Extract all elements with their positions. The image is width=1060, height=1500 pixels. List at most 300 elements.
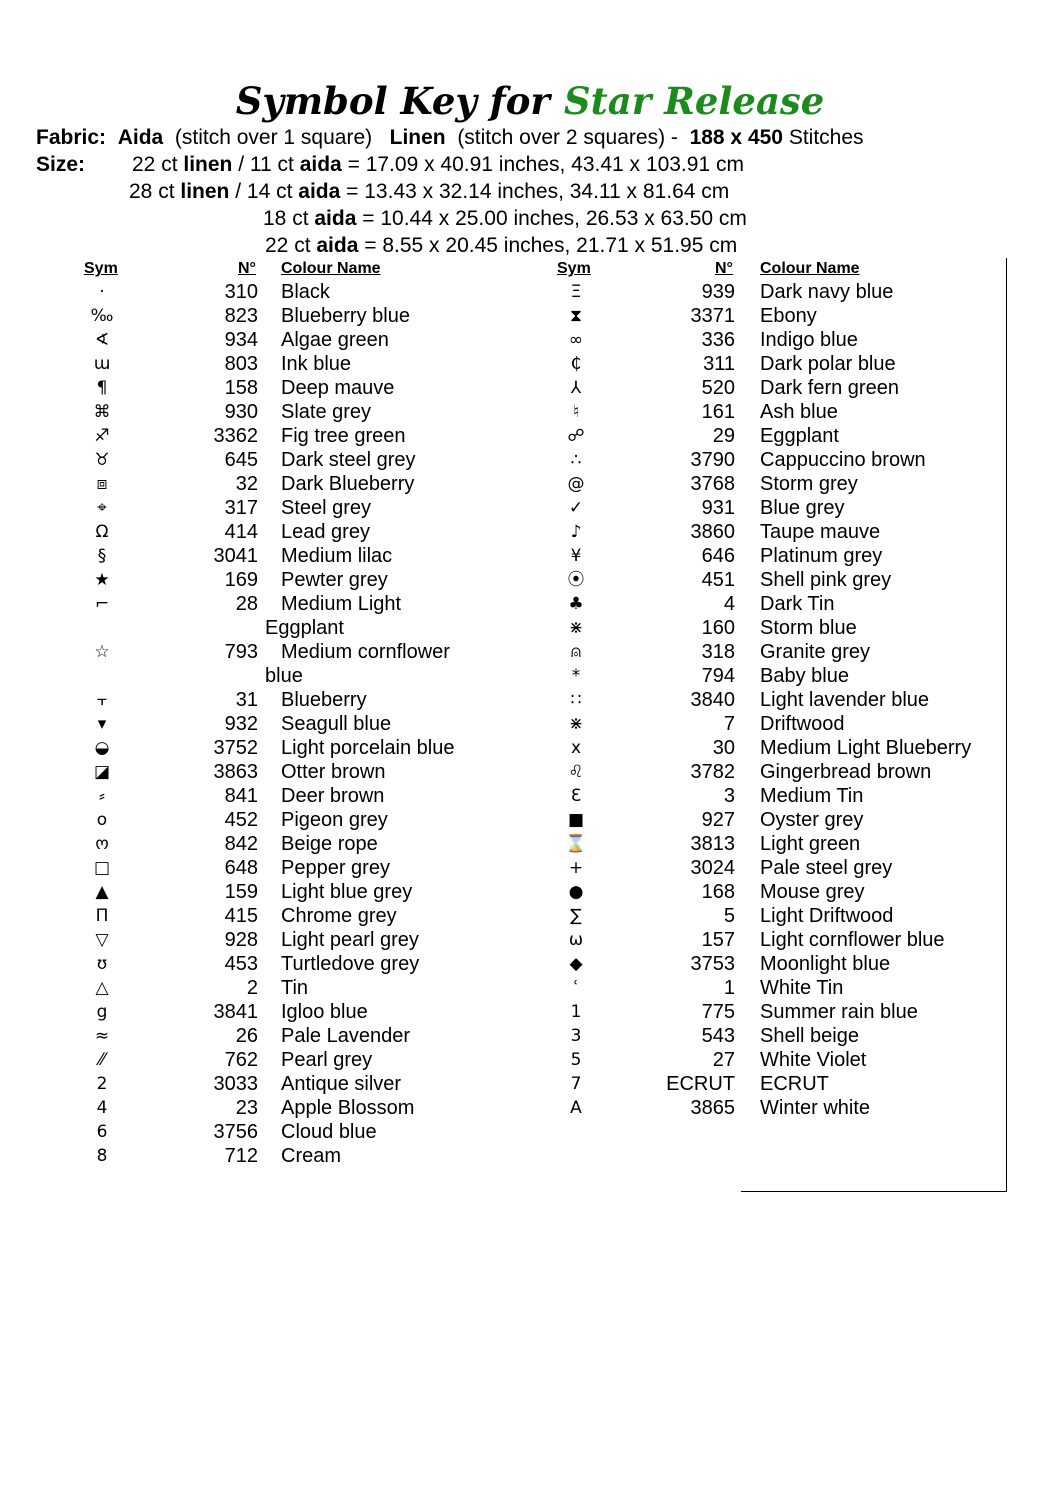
symbol-glyph-icon: ♉ — [94, 450, 110, 470]
floss-number: 158 — [224, 377, 258, 399]
size-fabric-linen: linen — [183, 153, 233, 176]
floss-number: 841 — [224, 785, 258, 807]
symbol-glyph-icon: ∑ — [570, 906, 582, 926]
symbol-glyph-icon: ☆ — [94, 642, 110, 662]
colour-name — [281, 688, 367, 712]
floss-number: 3840 — [690, 689, 735, 711]
size-fabric-aida: aida — [299, 153, 342, 176]
table-right-border — [1006, 258, 1007, 1192]
fabric-linen: Linen — [389, 126, 446, 149]
colour-name — [760, 304, 817, 328]
colour-name-text: Pearl grey — [281, 1049, 373, 1071]
colour-name-text: Light green — [760, 833, 861, 855]
floss-number: 169 — [224, 569, 258, 591]
colour-name-text: Eggplant — [760, 425, 839, 447]
size-line-1 — [36, 151, 85, 178]
colour-name — [760, 592, 834, 616]
colour-name — [760, 328, 858, 352]
floss-number: 3752 — [213, 737, 258, 759]
colour-name-text: Storm grey — [760, 473, 858, 495]
floss-number: 3753 — [690, 953, 735, 975]
symbol-glyph-icon: 5 — [570, 1050, 582, 1070]
colour-name-text: Pepper grey — [281, 857, 390, 879]
colour-name-text: Medium lilac — [281, 545, 393, 567]
floss-number: 645 — [224, 449, 258, 471]
fabric-line — [36, 124, 864, 151]
colour-name-text: Blueberry — [281, 689, 367, 711]
floss-number: ECRUT — [666, 1073, 735, 1095]
size-fabric-aida: aida — [298, 180, 341, 203]
colour-name-text: Ink blue — [281, 353, 352, 375]
colour-name-text: Summer rain blue — [760, 1001, 918, 1023]
colour-name-text: Baby blue — [760, 665, 849, 687]
floss-number: 793 — [224, 641, 258, 663]
colour-name-text: Light blue grey — [281, 881, 413, 903]
colour-name — [760, 928, 945, 952]
table-bottom-border — [741, 1191, 1007, 1192]
colour-name — [281, 976, 308, 1000]
colour-name-text: Turtledove grey — [281, 953, 420, 975]
colour-name-text: Blueberry blue — [281, 305, 410, 327]
floss-number: 311 — [703, 353, 735, 375]
colour-name — [760, 520, 880, 544]
fabric-aida-note: (stitch over 1 square) — [174, 126, 373, 149]
floss-number: 931 — [701, 497, 735, 519]
symbol-glyph-icon: Π — [95, 906, 109, 926]
size-count: / 11 ct — [238, 153, 294, 176]
left-sym-header: Sym — [84, 260, 118, 277]
floss-number: 928 — [224, 929, 258, 951]
floss-number: 336 — [701, 329, 735, 351]
floss-number: 823 — [224, 305, 258, 327]
symbol-glyph-icon: + — [568, 858, 584, 878]
page-title — [0, 74, 1060, 128]
symbol-glyph-icon: ⋇ — [568, 714, 584, 734]
symbol-glyph-icon: * — [571, 666, 581, 686]
floss-number: 3041 — [213, 545, 258, 567]
symbol-glyph-icon: ⁄⁄ — [99, 1050, 105, 1070]
colour-name-text: Pale steel grey — [760, 857, 893, 879]
symbol-glyph-icon: ⸗ — [99, 786, 105, 806]
colour-name — [760, 664, 849, 688]
colour-name — [281, 784, 384, 808]
colour-name — [760, 760, 931, 784]
colour-name — [760, 1000, 918, 1024]
floss-number: 3768 — [690, 473, 735, 495]
floss-number: 27 — [712, 1049, 735, 1071]
colour-name-text: Light Driftwood — [760, 905, 894, 927]
floss-number: 4 — [723, 593, 735, 615]
colour-name — [281, 448, 416, 472]
right-sym-header: Sym — [557, 260, 591, 277]
colour-name-text: Algae green — [281, 329, 389, 351]
colour-name — [281, 352, 351, 376]
symbol-glyph-icon: ო — [95, 834, 109, 854]
floss-number: 28 — [235, 593, 258, 615]
colour-name-text: Dark polar blue — [760, 353, 896, 375]
colour-name-text: Cappuccino brown — [760, 449, 926, 471]
colour-name — [281, 928, 419, 952]
colour-name — [281, 1072, 401, 1096]
size-line-1-text — [132, 151, 744, 178]
colour-name-text: Taupe mauve — [760, 521, 881, 543]
colour-name — [760, 280, 893, 304]
colour-name — [760, 1024, 859, 1048]
floss-number: 168 — [701, 881, 735, 903]
symbol-glyph-icon: ▾ — [97, 714, 107, 734]
size-count: 18 ct — [263, 207, 309, 230]
size-count: 28 ct — [129, 180, 175, 203]
symbol-glyph-icon: ⦿ — [567, 570, 585, 590]
symbol-glyph-icon: ☍ — [567, 426, 585, 446]
colour-name-text: Ash blue — [760, 401, 838, 423]
colour-name-continued: blue — [265, 665, 303, 687]
colour-name — [760, 616, 857, 640]
colour-name — [281, 856, 390, 880]
colour-name-text: ECRUT — [760, 1073, 829, 1095]
colour-name — [281, 1096, 414, 1120]
symbol-glyph-icon: ʿ — [573, 978, 579, 998]
colour-name — [281, 376, 394, 400]
floss-number: 927 — [701, 809, 735, 831]
colour-name — [760, 1096, 870, 1120]
symbol-glyph-icon: ⧗ — [570, 306, 582, 326]
colour-name — [281, 880, 412, 904]
floss-number: 775 — [701, 1001, 735, 1023]
floss-number: 3362 — [213, 425, 258, 447]
colour-name — [281, 736, 454, 760]
floss-number: 32 — [235, 473, 258, 495]
symbol-glyph-icon: ● — [568, 882, 584, 902]
colour-name-text: Tin — [281, 977, 309, 999]
symbol-glyph-icon: ∢ — [94, 330, 110, 350]
colour-name-text: Beige rope — [281, 833, 378, 855]
colour-name-text: Dark Blueberry — [281, 473, 415, 495]
symbol-glyph-icon: 1 — [570, 1002, 582, 1022]
colour-name-text: Steel grey — [281, 497, 372, 519]
floss-number: 932 — [224, 713, 258, 735]
colour-name-text: Platinum grey — [760, 545, 883, 567]
stitch-count-unit: Stitches — [788, 126, 864, 149]
left-num-header: N° — [238, 260, 256, 277]
symbol-glyph-icon: 2 — [96, 1074, 108, 1094]
symbol-glyph-icon: ʊ — [96, 954, 108, 974]
right-name-header: Colour Name — [760, 260, 860, 277]
symbol-glyph-icon: o — [96, 810, 108, 830]
symbol-glyph-icon: ⅄ — [570, 378, 582, 398]
colour-name-text: Mouse grey — [760, 881, 865, 903]
floss-number: 520 — [701, 377, 735, 399]
colour-name-text: Lead grey — [281, 521, 370, 543]
symbol-glyph-icon: x — [570, 738, 582, 758]
symbol-glyph-icon: ⫟ — [96, 690, 108, 710]
colour-name-text: Antique silver — [281, 1073, 402, 1095]
floss-number: 3860 — [690, 521, 735, 543]
floss-number: 7 — [723, 713, 735, 735]
size-count: / 14 ct — [235, 180, 293, 203]
colour-name-text: Slate grey — [281, 401, 372, 423]
colour-name-text: Ebony — [760, 305, 817, 327]
symbol-glyph-icon: @ — [567, 474, 585, 494]
symbol-glyph-icon: ♪ — [570, 522, 582, 542]
size-dimensions: = 10.44 x 25.00 inches, 26.53 x 63.50 cm — [362, 207, 747, 230]
colour-name-text: Gingerbread brown — [760, 761, 932, 783]
colour-name-text: Otter brown — [281, 761, 386, 783]
symbol-glyph-icon: ∴ — [570, 450, 582, 470]
symbol-glyph-icon: ▽ — [95, 930, 109, 950]
colour-name — [760, 568, 891, 592]
colour-name — [760, 1048, 866, 1072]
floss-number: 452 — [224, 809, 258, 831]
floss-number: 3033 — [213, 1073, 258, 1095]
floss-number: 3756 — [213, 1121, 258, 1143]
colour-name — [760, 784, 863, 808]
colour-name-text: Dark fern green — [760, 377, 899, 399]
size-fabric-linen: linen — [180, 180, 230, 203]
colour-name — [281, 832, 378, 856]
floss-number: 161 — [701, 401, 735, 423]
colour-name-text: Black — [281, 281, 330, 303]
right-num-header: N° — [715, 260, 733, 277]
floss-number: 30 — [712, 737, 735, 759]
colour-name — [760, 496, 845, 520]
size-dimensions: = 8.55 x 20.45 inches, 21.71 x 51.95 cm — [364, 234, 738, 257]
colour-name-text: Granite grey — [760, 641, 871, 663]
colour-name — [760, 352, 896, 376]
colour-name — [281, 760, 385, 784]
symbol-glyph-icon: § — [97, 546, 107, 566]
colour-name-text: Dark Tin — [760, 593, 835, 615]
colour-name — [760, 400, 838, 424]
symbol-glyph-icon: 3 — [570, 1026, 582, 1046]
colour-name-text: Deep mauve — [281, 377, 395, 399]
size-count: 22 ct — [265, 234, 311, 257]
floss-number: 3865 — [690, 1097, 735, 1119]
symbol-glyph-icon: ♮ — [572, 402, 580, 422]
floss-number: 3024 — [690, 857, 735, 879]
title-prefix: Symbol Key for — [235, 79, 550, 123]
symbol-glyph-icon: ▲ — [95, 882, 109, 902]
colour-name — [760, 640, 870, 664]
colour-name — [265, 592, 481, 640]
floss-number: 543 — [701, 1025, 735, 1047]
symbol-glyph-icon: A — [570, 1098, 582, 1118]
colour-name — [281, 400, 371, 424]
fabric-linen-note: (stitch over 2 squares) - — [457, 126, 678, 149]
colour-name — [760, 376, 899, 400]
symbol-glyph-icon: ♣ — [568, 594, 584, 614]
floss-number: 310 — [224, 281, 258, 303]
symbol-glyph-icon: △ — [95, 978, 109, 998]
colour-name-text: Medium cornflower — [281, 641, 450, 663]
colour-name — [760, 544, 882, 568]
floss-number: 3863 — [213, 761, 258, 783]
colour-name-text: Moonlight blue — [760, 953, 891, 975]
symbol-glyph-icon: ★ — [94, 570, 110, 590]
symbol-glyph-icon: ‰ — [90, 306, 114, 326]
colour-name-text: Winter white — [760, 1097, 871, 1119]
colour-name — [760, 904, 893, 928]
colour-name — [760, 1072, 829, 1096]
floss-number: 646 — [701, 545, 735, 567]
colour-name-text: Shell beige — [760, 1025, 859, 1047]
colour-name-text: Storm blue — [760, 617, 857, 639]
colour-name — [281, 1120, 377, 1144]
floss-number: 157 — [701, 929, 735, 951]
size-line-4 — [265, 232, 737, 259]
colour-name — [281, 496, 371, 520]
symbol-glyph-icon: ⍝ — [570, 642, 582, 662]
colour-name — [281, 952, 419, 976]
symbol-glyph-icon: g — [96, 1002, 108, 1022]
floss-number: 5 — [723, 905, 735, 927]
floss-number: 317 — [224, 497, 258, 519]
symbol-glyph-icon: ⌐ — [94, 594, 110, 614]
colour-name-continued: Eggplant — [265, 617, 344, 639]
symbol-glyph-icon: · — [99, 282, 105, 302]
fabric-label: Fabric: — [36, 126, 107, 149]
floss-number: 453 — [224, 953, 258, 975]
colour-name-text: Light pearl grey — [281, 929, 419, 951]
symbol-glyph-icon: ⋇ — [568, 618, 584, 638]
colour-name — [281, 280, 330, 304]
floss-number: 415 — [224, 905, 258, 927]
colour-name-text: Cream — [281, 1145, 342, 1167]
colour-name — [281, 328, 389, 352]
colour-name-text: Medium Light — [281, 593, 402, 615]
symbol-glyph-icon: ¥ — [570, 546, 582, 566]
symbol-glyph-icon: 4 — [96, 1098, 108, 1118]
colour-name — [281, 808, 388, 832]
symbol-glyph-icon: Ξ — [570, 282, 582, 302]
colour-name-text: Chrome grey — [281, 905, 397, 927]
symbol-glyph-icon: Ɛ — [570, 786, 582, 806]
symbol-glyph-icon: ◪ — [93, 762, 111, 782]
symbol-glyph-icon: 8 — [96, 1146, 108, 1166]
symbol-glyph-icon: ◆ — [569, 954, 583, 974]
size-fabric-aida: aida — [314, 207, 357, 230]
symbol-glyph-icon: ¶ — [96, 378, 108, 398]
symbol-glyph-icon: ♐ — [94, 426, 110, 446]
floss-number: 934 — [224, 329, 258, 351]
symbol-glyph-icon: ∷ — [570, 690, 582, 710]
floss-number: 318 — [701, 641, 735, 663]
floss-number: 762 — [224, 1049, 258, 1071]
colour-name — [760, 736, 971, 760]
colour-name — [760, 712, 844, 736]
colour-name-text: Pigeon grey — [281, 809, 388, 831]
colour-name-text: Medium Tin — [760, 785, 864, 807]
symbol-glyph-icon: ■ — [567, 810, 585, 830]
symbol-glyph-icon: ⧈ — [96, 474, 108, 494]
left-name-header: Colour Name — [281, 260, 381, 277]
colour-name-text: Pale Lavender — [281, 1025, 410, 1047]
colour-name — [281, 472, 414, 496]
colour-name-text: Igloo blue — [281, 1001, 368, 1023]
colour-name — [281, 712, 391, 736]
colour-name-text: White Tin — [760, 977, 844, 999]
colour-name — [281, 304, 410, 328]
colour-name — [281, 1048, 372, 1072]
floss-number: 26 — [235, 1025, 258, 1047]
colour-name — [281, 520, 370, 544]
floss-number: 648 — [224, 857, 258, 879]
colour-name — [760, 688, 929, 712]
floss-number: 712 — [224, 1145, 258, 1167]
colour-name-text: Dark navy blue — [760, 281, 894, 303]
floss-number: 2 — [246, 977, 258, 999]
symbol-glyph-icon: ⌛ — [565, 834, 587, 854]
colour-name-text: Deer brown — [281, 785, 385, 807]
symbol-glyph-icon: ₵ — [570, 354, 582, 374]
symbol-glyph-icon: ◒ — [94, 738, 110, 758]
symbol-glyph-icon: ɯ — [93, 354, 111, 374]
colour-name — [281, 1000, 368, 1024]
size-label: Size: — [36, 153, 86, 176]
floss-number: 803 — [224, 353, 258, 375]
symbol-glyph-icon: □ — [93, 858, 111, 878]
floss-number: 23 — [235, 1097, 258, 1119]
symbol-glyph-icon: Ω — [95, 522, 109, 542]
colour-name-text: Blue grey — [760, 497, 845, 519]
colour-name-text: Indigo blue — [760, 329, 858, 351]
colour-name — [281, 568, 388, 592]
floss-number: 3841 — [213, 1001, 258, 1023]
floss-number: 31 — [235, 689, 258, 711]
colour-name — [760, 856, 892, 880]
symbol-glyph-icon: 6 — [96, 1122, 108, 1142]
colour-name — [281, 424, 406, 448]
colour-name-text: Seagull blue — [281, 713, 392, 735]
symbol-glyph-icon: ✓ — [568, 498, 584, 518]
title-design-name: Star Release — [563, 79, 825, 123]
colour-name — [760, 472, 858, 496]
colour-name-text: Apple Blossom — [281, 1097, 415, 1119]
floss-number: 451 — [701, 569, 735, 591]
symbol-glyph-icon: ♌ — [568, 762, 584, 782]
size-line-2 — [129, 178, 729, 205]
colour-name — [760, 424, 839, 448]
size-line-3 — [263, 205, 747, 232]
floss-number: 1 — [723, 977, 735, 999]
colour-name — [760, 880, 865, 904]
floss-number: 794 — [701, 665, 735, 687]
colour-name — [281, 544, 392, 568]
floss-number: 3371 — [690, 305, 735, 327]
size-dimensions: = 17.09 x 40.91 inches, 43.41 x 103.91 cm — [347, 153, 744, 176]
floss-number: 939 — [701, 281, 735, 303]
colour-name-text: Driftwood — [760, 713, 845, 735]
floss-number: 159 — [224, 881, 258, 903]
floss-number: 160 — [701, 617, 735, 639]
colour-name-text: Medium Light Blueberry — [760, 737, 972, 759]
symbol-glyph-icon: ⌘ — [93, 402, 111, 422]
colour-name-text: Dark steel grey — [281, 449, 416, 471]
colour-name — [760, 952, 890, 976]
symbol-glyph-icon: ω — [568, 930, 584, 950]
colour-name-text: Light cornflower blue — [760, 929, 945, 951]
colour-name-text: White Violet — [760, 1049, 867, 1071]
colour-name-text: Shell pink grey — [760, 569, 892, 591]
floss-number: 3 — [723, 785, 735, 807]
colour-name — [281, 1144, 341, 1168]
colour-name-text: Oyster grey — [760, 809, 864, 831]
size-fabric-aida: aida — [316, 234, 359, 257]
size-count: 22 ct — [132, 153, 178, 176]
colour-name — [760, 976, 843, 1000]
colour-name — [281, 904, 397, 928]
colour-name — [265, 640, 481, 688]
